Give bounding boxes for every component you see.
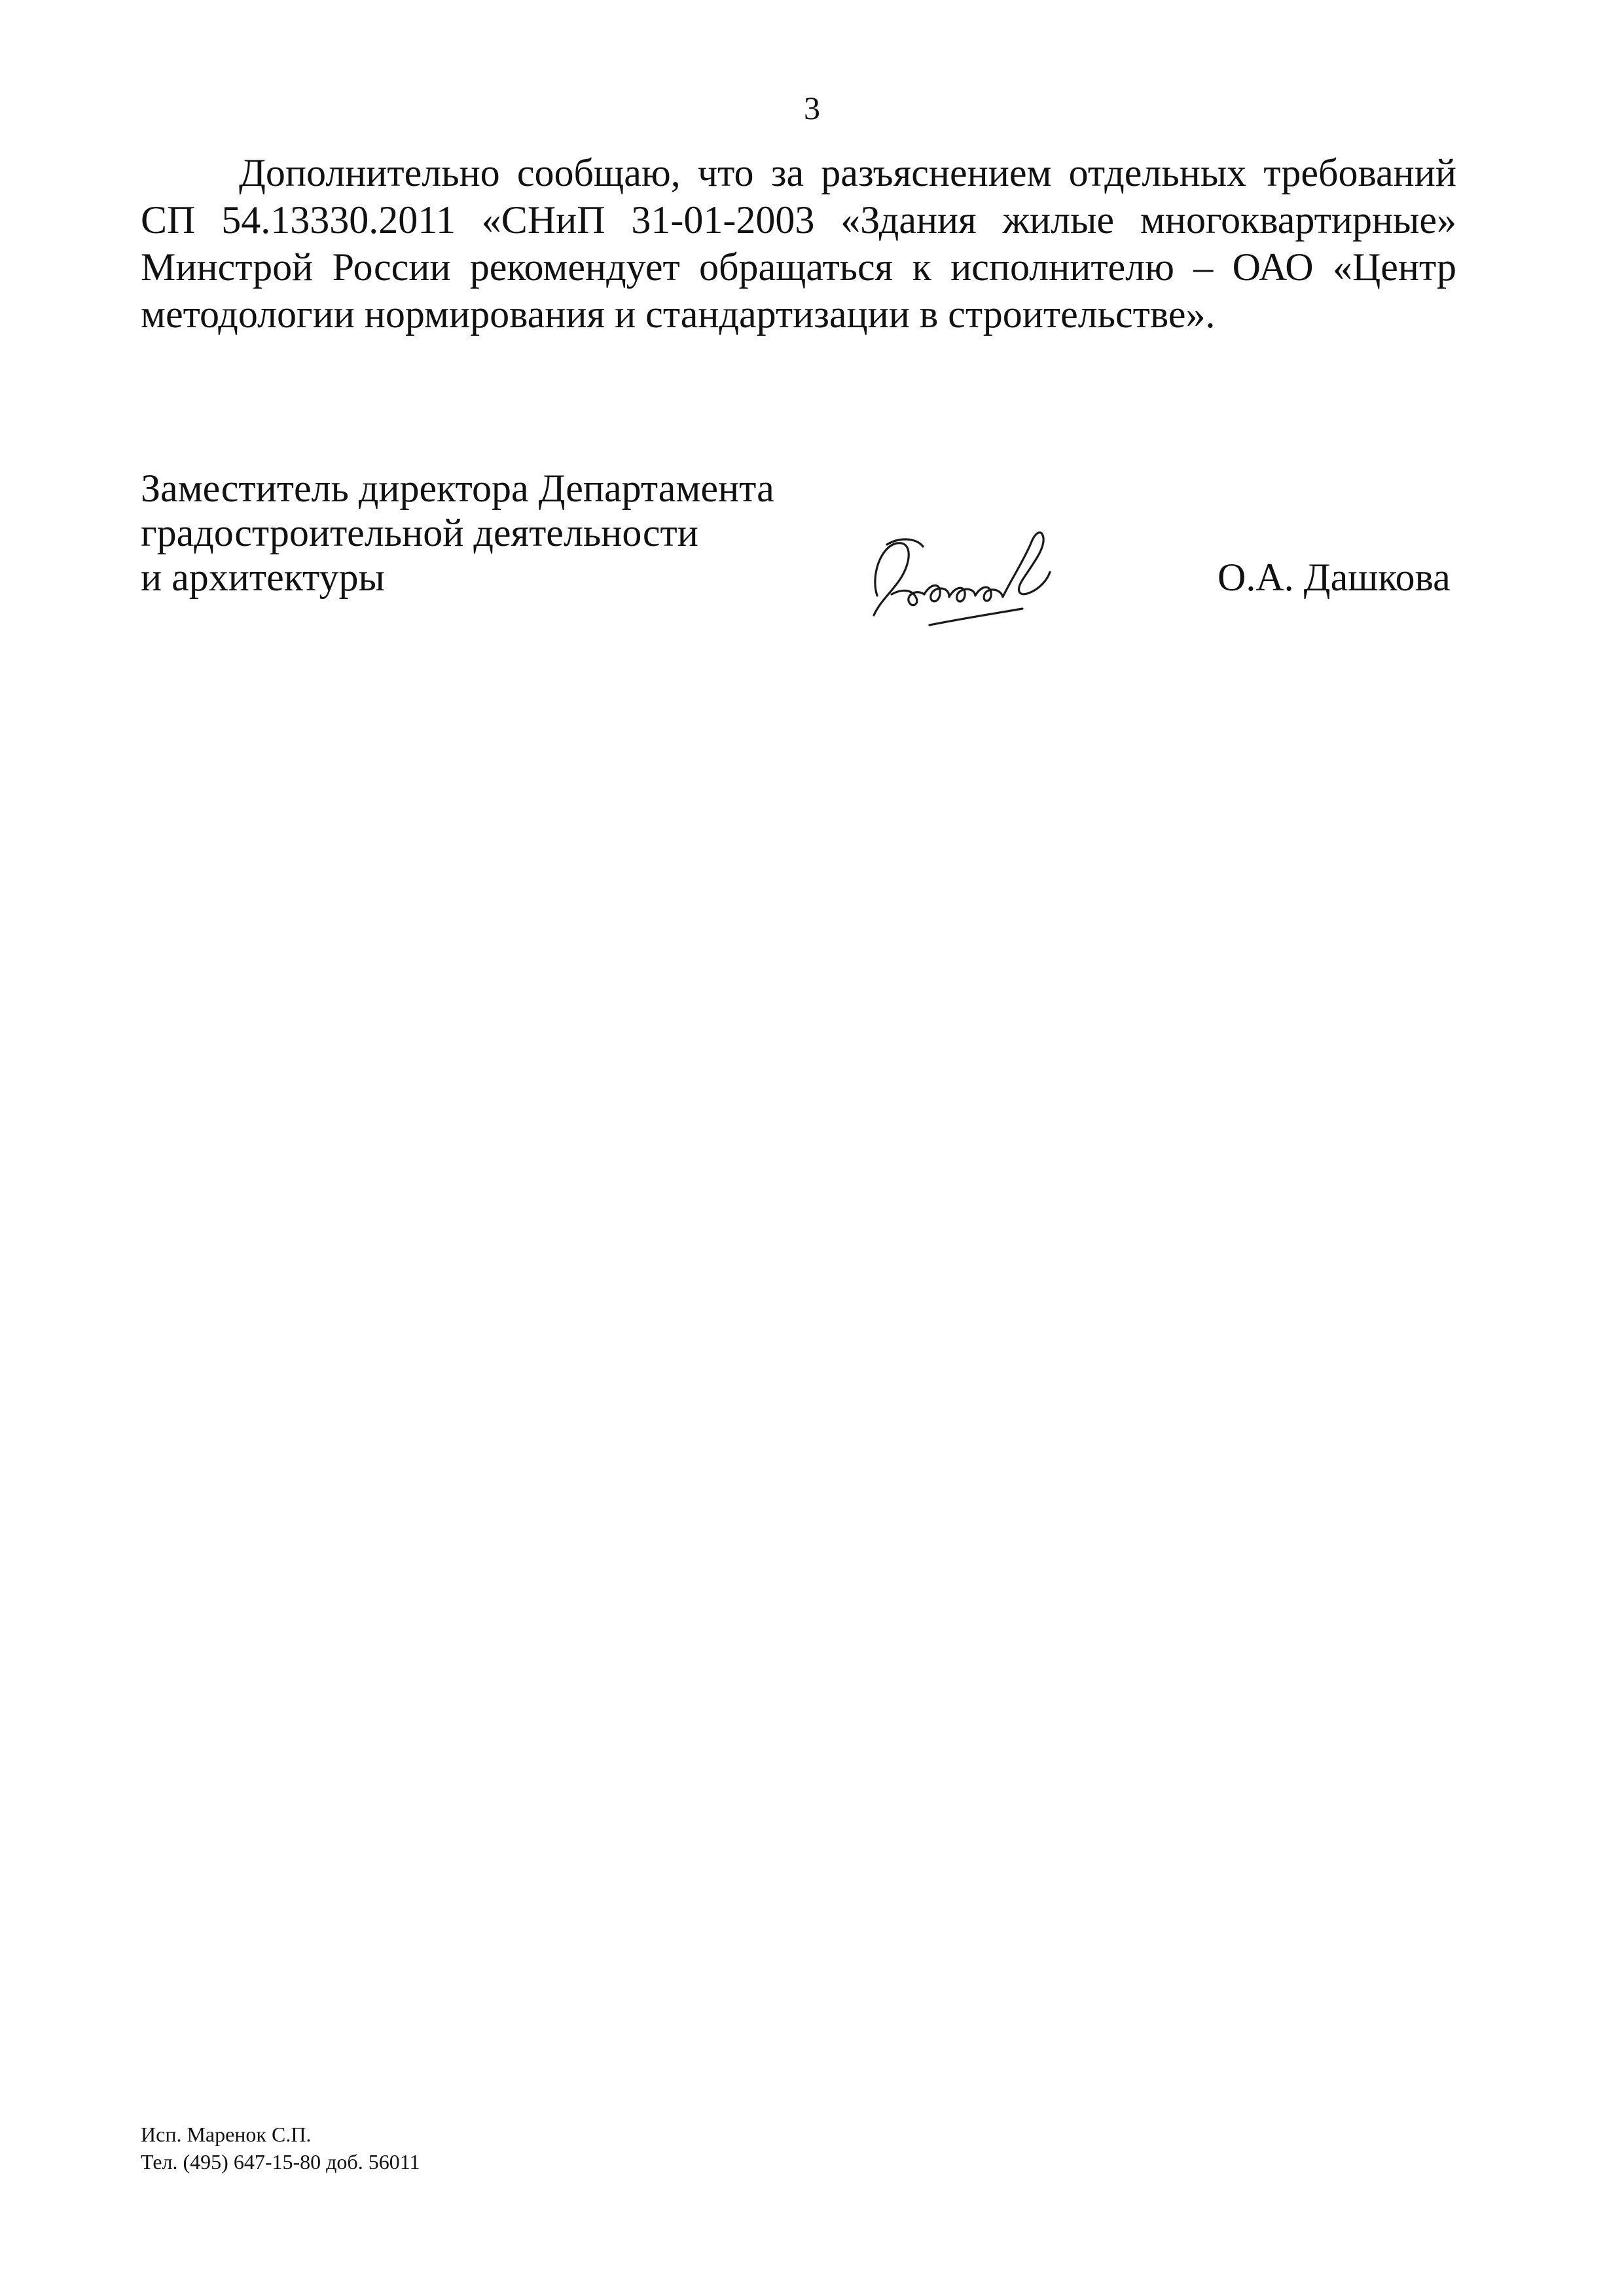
executor-info [141, 2121, 420, 2176]
signer-position [141, 466, 774, 600]
signer-position-line-3: и архитектуры [141, 556, 385, 599]
signer-position-line-2: градостроительной деятельности [141, 511, 698, 554]
signer-name: О.А. Дашкова [1218, 556, 1451, 599]
executor-phone: Тел. (495) 647-15-80 доб. 56011 [141, 2150, 420, 2174]
handwritten-signature [851, 517, 1067, 635]
signer-position-line-1: Заместитель директора Департамента [141, 467, 774, 510]
body-paragraph: Дополнительно сообщаю, что за разъяснением отдельных требований СП 54.13330.2011 «СНиП 31-01-2003 «Здания жилые многоквартирные» Минстрой России рекомендует обращаться к исполнителю – ОАО «Центр методологии нормирования и стандартизации в строительстве». [141, 151, 1456, 336]
executor-name: Исп. Маренок С.П. [141, 2123, 312, 2146]
page-number: 3 [804, 90, 820, 126]
